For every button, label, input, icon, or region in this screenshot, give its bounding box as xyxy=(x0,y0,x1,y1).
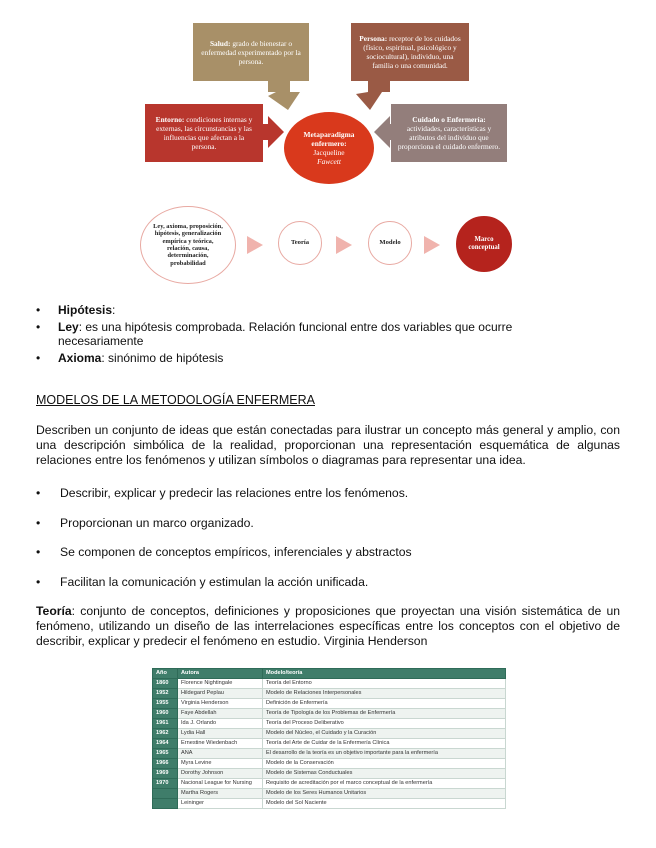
arrow-entorno xyxy=(262,116,284,148)
cell-year: 1966 xyxy=(153,759,178,769)
header-model: Modelo/teoría xyxy=(263,669,506,679)
term-hipotesis: Hipótesis xyxy=(58,303,113,317)
list-item-text: Facilitan la comunicación y estimulan la acción unificada. xyxy=(60,575,369,589)
table-row xyxy=(153,679,506,689)
cell-year: 1955 xyxy=(153,699,178,709)
cell-author: Faye Abdellah xyxy=(178,709,263,719)
cell-model: El desarrollo de la teoría es un objetivo importante para la enfermería xyxy=(263,749,506,759)
list-item-text: Describir, explicar y predecir las relaciones entre los fenómenos. xyxy=(60,486,409,500)
definition-text: : xyxy=(112,303,116,317)
cell-model: Teoría del Arte de Cuidar de la Enfermería Clínica xyxy=(263,739,506,749)
flow-circle-modelo xyxy=(368,221,412,265)
list-item xyxy=(36,351,596,366)
flow-fourth-text: Marco conceptual xyxy=(468,236,500,251)
definition-text: : sinónimo de hipótesis xyxy=(101,350,224,365)
cell-author: Nacional League for Nursing xyxy=(178,779,263,789)
bullet-icon: • xyxy=(36,575,41,589)
flow-arrow-2 xyxy=(336,236,352,254)
flow-circle-ley xyxy=(140,206,236,284)
list-item xyxy=(36,545,412,559)
definition-text: : es una hipótesis comprobada. Relación funcional entre dos variables que ocurre necesariamente xyxy=(58,319,513,348)
flow-circle-marco xyxy=(456,216,512,272)
table-row xyxy=(153,729,506,739)
bullet-icon: • xyxy=(36,545,41,559)
models-paragraph: Describen un conjunto de ideas que están conectadas para ilustrar un concepto más general y amplio, con una descripción simbólica de la realidad, proporcionan una representación esquemática de algunas relaciones entre los fenómenos y utilizan símbolos o diagramas para representar una idea. xyxy=(36,423,620,467)
bullet-icon: • xyxy=(36,303,41,317)
list-item-text: Se componen de conceptos empíricos, inferenciales y abstractos xyxy=(60,545,412,559)
cell-author: Dorothy Johnson xyxy=(178,769,263,779)
theories-table xyxy=(152,668,506,809)
list-item xyxy=(36,320,596,349)
persona-box xyxy=(351,23,469,81)
cell-author: Leininger xyxy=(178,799,263,809)
arrow-persona xyxy=(356,80,390,110)
cell-author: Ida J. Orlando xyxy=(178,719,263,729)
section-heading: MODELOS DE LA METODOLOGÍA ENFERMERA xyxy=(36,393,315,407)
cell-year xyxy=(153,789,178,799)
header-year: Año xyxy=(153,669,178,679)
cuidado-text: actividades, características y atributos del individuo que proporciona el cuidado enfermero. xyxy=(397,124,501,151)
cell-model: Teoría de Tipología de los Problemas de Enfermería xyxy=(263,709,506,719)
persona-title: Persona: xyxy=(359,34,388,43)
table-row xyxy=(153,769,506,779)
bullet-icon: • xyxy=(36,319,41,334)
center-circle xyxy=(284,112,374,184)
cell-author: Lydia Hall xyxy=(178,729,263,739)
cell-author: Martha Rogers xyxy=(178,789,263,799)
persona-text: receptor de los cuidados (físico, espiritual, psicológico y sociocultural), individuo, una familia o una comunidad. xyxy=(363,34,461,70)
table-row xyxy=(153,779,506,789)
flow-arrow-1 xyxy=(247,236,263,254)
entorno-text: condiciones internas y externas, las circunstancias y las influencias que afectan a la persona. xyxy=(156,115,253,151)
cell-author: Myra Levine xyxy=(178,759,263,769)
cell-author: Florence Nightingale xyxy=(178,679,263,689)
teoria-paragraph xyxy=(36,604,620,649)
center-line3: Jacqueline xyxy=(313,148,345,157)
cell-year xyxy=(153,799,178,809)
table-row xyxy=(153,789,506,799)
cell-author: Ernestine Wiedenbach xyxy=(178,739,263,749)
flow-second-text: Teoría xyxy=(290,239,310,247)
cell-author: Hildegard Peplau xyxy=(178,689,263,699)
header-author: Autora xyxy=(178,669,263,679)
arrow-salud xyxy=(268,80,300,110)
cell-model: Modelo de la Conservación xyxy=(263,759,506,769)
table-row xyxy=(153,799,506,809)
table-row xyxy=(153,759,506,769)
flow-circle-teoria xyxy=(278,221,322,265)
cell-year: 1964 xyxy=(153,739,178,749)
table-row xyxy=(153,739,506,749)
center-line2: enfermero: xyxy=(311,139,347,148)
table-row xyxy=(153,709,506,719)
cell-model: Teoría del Entorno xyxy=(263,679,506,689)
teoria-text: : conjunto de conceptos, definiciones y proposiciones que proyectan una visión sistemática de un fenómeno, utilizando un diseño de las interrelaciones específicas entre los conceptos con el objetivo de describir, explicar y predecir el fenómeno en estudio. Virginia Henderson xyxy=(36,604,620,648)
salud-text: grado de bienestar o enfermedad experimentado por la persona. xyxy=(201,38,301,66)
cell-model: Definición de Enfermería xyxy=(263,699,506,709)
cell-year: 1965 xyxy=(153,749,178,759)
flow-third-text: Modelo xyxy=(379,239,401,247)
cell-model: Modelo del Núcleo, el Cuidado y la Curación xyxy=(263,729,506,739)
list-item xyxy=(36,486,408,500)
cell-year: 1962 xyxy=(153,729,178,739)
cell-model: Modelo de los Seres Humanos Unitarios xyxy=(263,789,506,799)
list-item xyxy=(36,516,254,530)
cell-model: Teoría del Proceso Deliberativo xyxy=(263,719,506,729)
cell-year: 1860 xyxy=(153,679,178,689)
salud-title: Salud: xyxy=(209,38,231,48)
bullet-icon: • xyxy=(36,516,41,530)
cell-year: 1970 xyxy=(153,779,178,789)
table-row xyxy=(153,699,506,709)
bullet-icon: • xyxy=(36,486,41,500)
cell-author: ANA xyxy=(178,749,263,759)
table-row xyxy=(153,719,506,729)
cuidado-box xyxy=(391,104,507,162)
cuidado-title: Cuidado o Enfermería: xyxy=(412,115,486,124)
cell-year: 1960 xyxy=(153,709,178,719)
table-row xyxy=(153,689,506,699)
center-line1: Metaparadigma xyxy=(303,130,355,139)
flow-first-text: Ley, axioma, proposición, hipótesis, generalización empírica y teórica, relación, causa, determinación, probabilidad xyxy=(153,222,223,267)
term-teoria: Teoría xyxy=(36,604,72,618)
list-item xyxy=(36,575,368,589)
table-row xyxy=(153,749,506,759)
bullet-icon: • xyxy=(36,350,41,365)
cell-author: Virginia Henderson xyxy=(178,699,263,709)
term-axioma: Axioma xyxy=(58,350,102,365)
cell-model: Requisito de acreditación por el marco conceptual de la enfermería xyxy=(263,779,506,789)
cell-model: Modelo de Relaciones Interpersonales xyxy=(263,689,506,699)
center-line4: Fawcett xyxy=(317,157,341,166)
flow-arrow-3 xyxy=(424,236,440,254)
table-header-row xyxy=(153,669,506,679)
list-item-text: Proporcionan un marco organizado. xyxy=(60,516,254,530)
definitions-list xyxy=(36,303,596,365)
entorno-title: Entorno: xyxy=(155,115,185,124)
cell-year: 1952 xyxy=(153,689,178,699)
term-ley: Ley xyxy=(58,319,79,334)
list-item xyxy=(36,303,596,318)
cell-year: 1961 xyxy=(153,719,178,729)
salud-box xyxy=(193,23,309,81)
cell-year: 1969 xyxy=(153,769,178,779)
cell-model: Modelo de Sistemas Conductuales xyxy=(263,769,506,779)
cell-model: Modelo del Sol Naciente xyxy=(263,799,506,809)
entorno-box xyxy=(145,104,263,162)
